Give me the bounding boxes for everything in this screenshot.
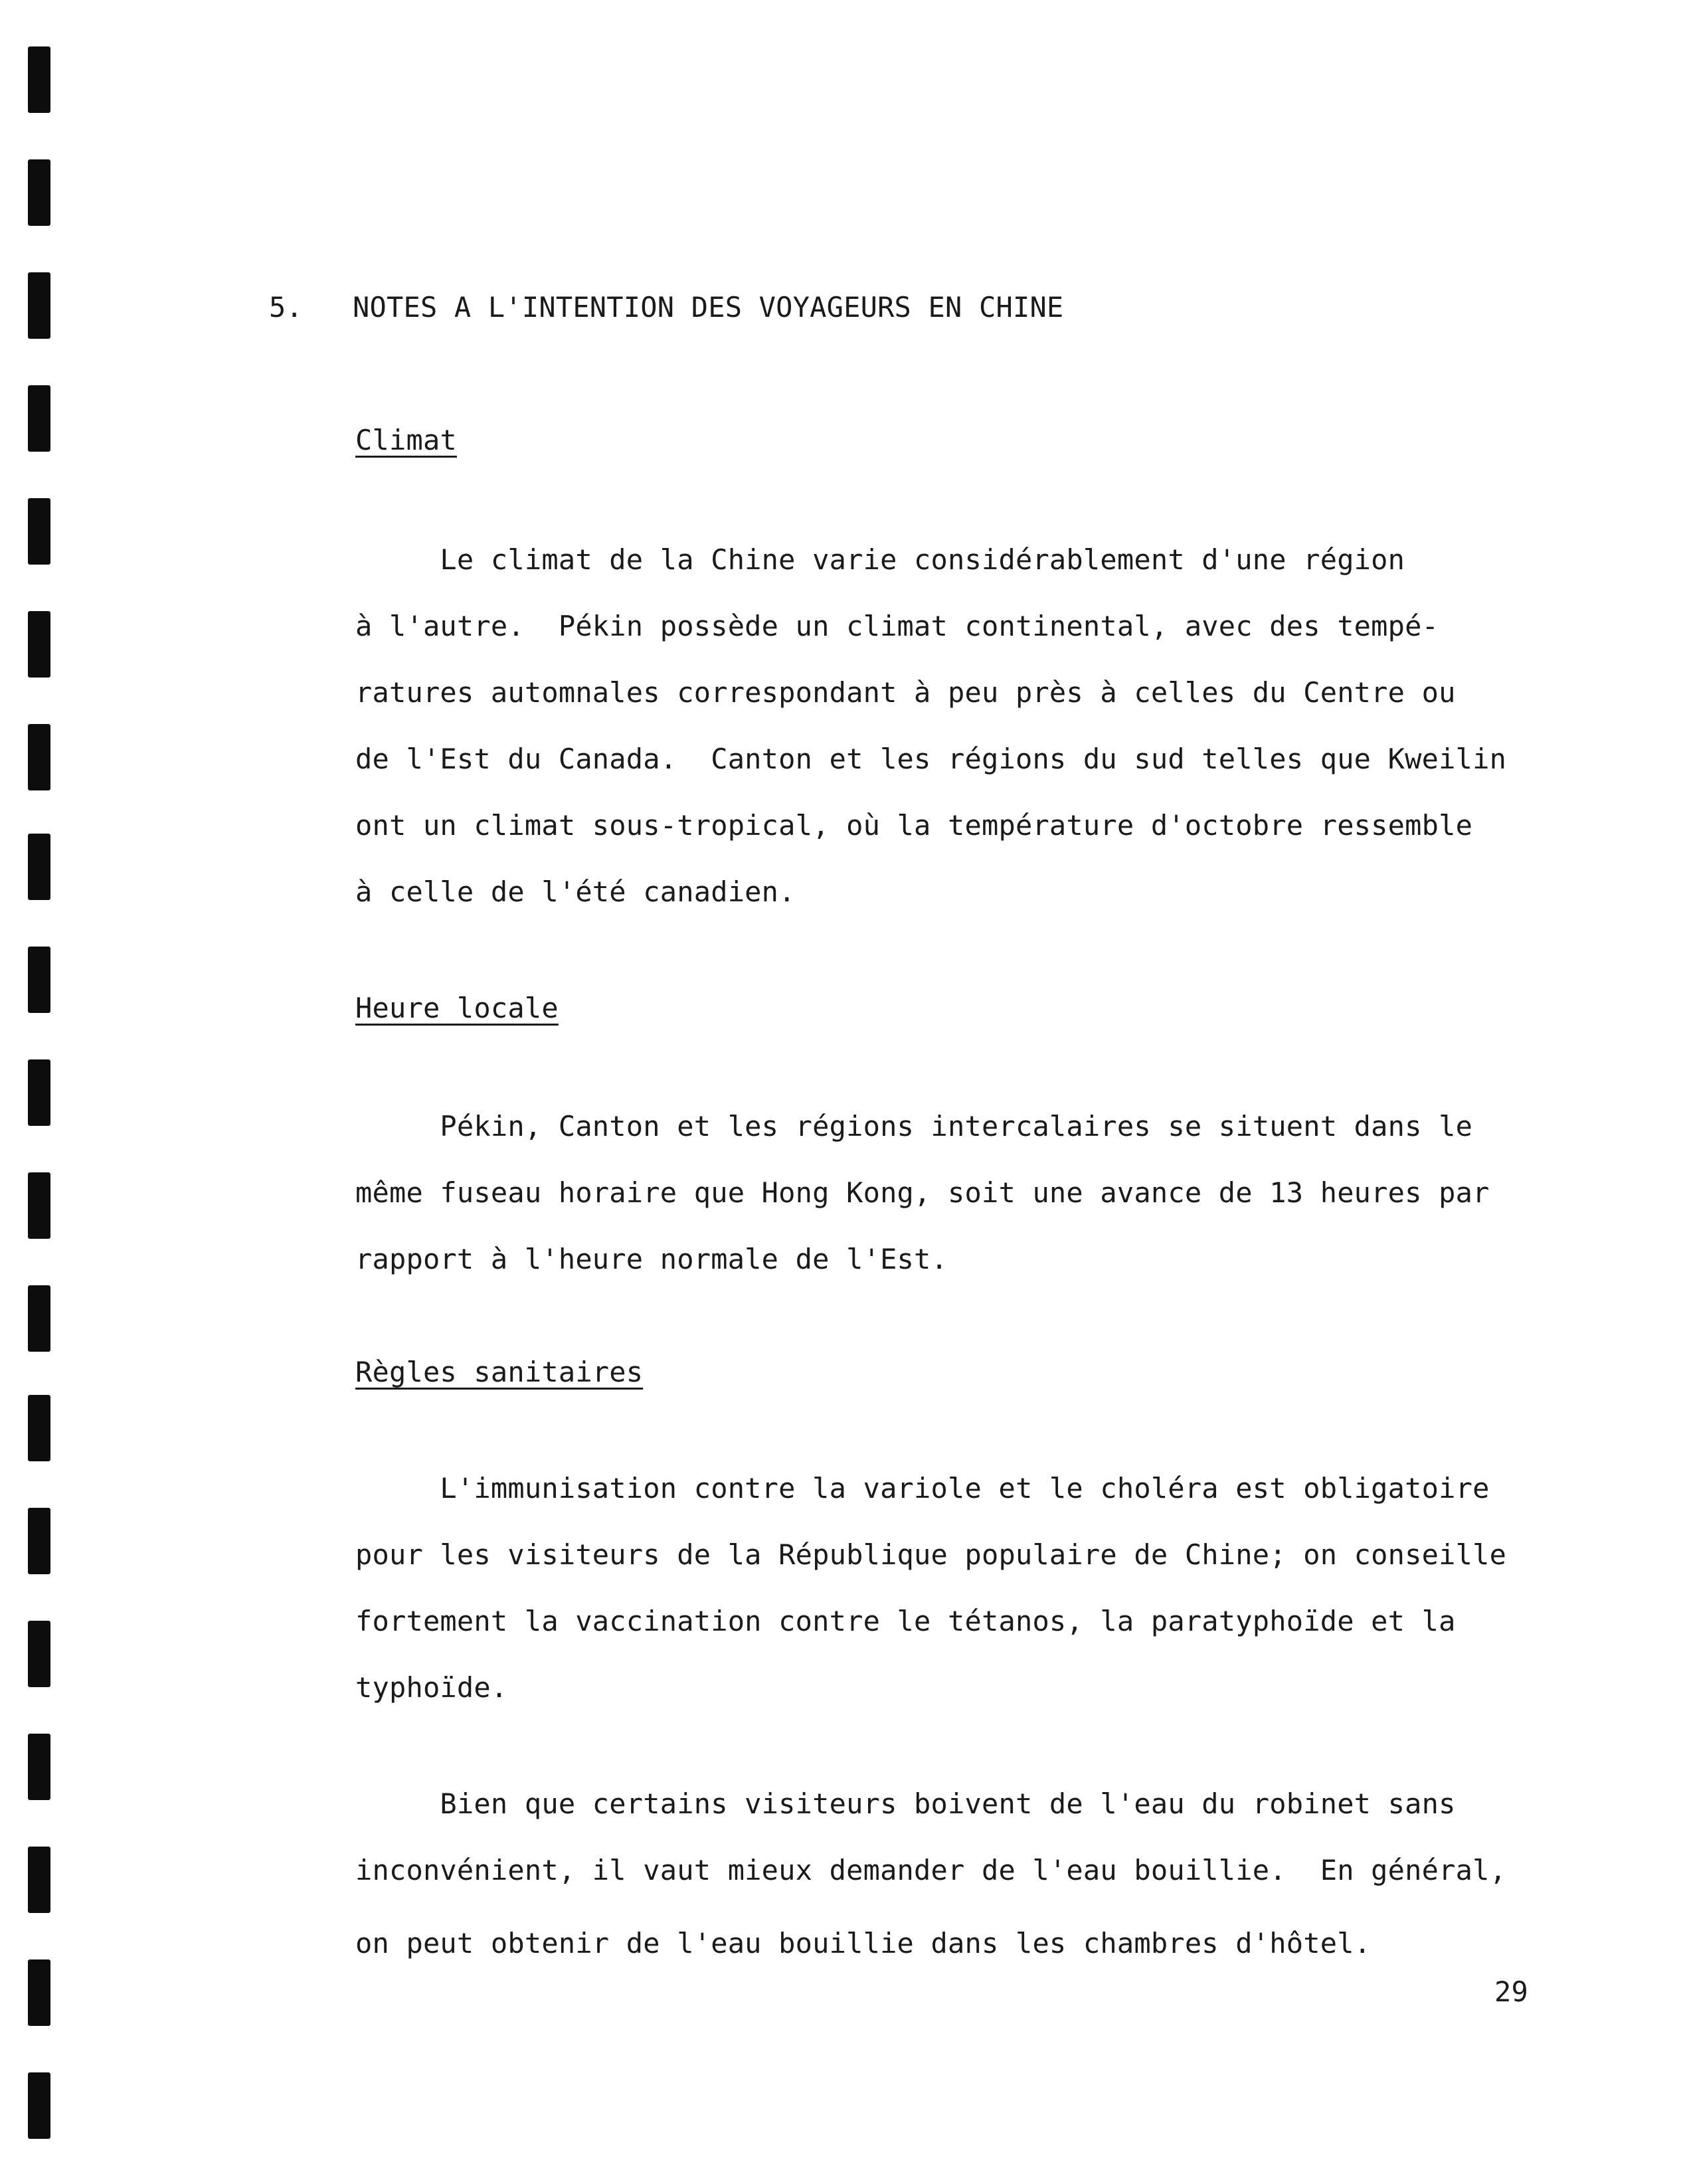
section-title: NOTES A L'INTENTION DES VOYAGEURS EN CHINE xyxy=(353,291,1064,323)
paragraph-line: à celle de l'été canadien. xyxy=(355,875,796,908)
punch-hole xyxy=(28,159,50,226)
paragraph-line: rapport à l'heure normale de l'Est. xyxy=(355,1243,948,1275)
punch-hole xyxy=(28,834,50,900)
paragraph-line: même fuseau horaire que Hong Kong, soit une avance de 13 heures par xyxy=(355,1176,1490,1209)
page-number: 29 xyxy=(1494,1975,1528,2008)
paragraph-line: inconvénient, il vaut mieux demander de l'eau bouillie. En général, xyxy=(355,1854,1507,1886)
paragraph-line: Le climat de la Chine varie considérablement d'une région xyxy=(355,543,1405,576)
punch-hole xyxy=(28,1395,50,1461)
punch-hole xyxy=(28,947,50,1013)
paragraph-line: fortement la vaccination contre le tétanos, la paratyphoïde et la xyxy=(355,1605,1456,1637)
heading-heure-locale: Heure locale xyxy=(355,992,559,1024)
section-number: 5. xyxy=(269,291,303,323)
binder-punch-holes xyxy=(0,0,80,2184)
punch-hole xyxy=(28,724,50,790)
punch-hole xyxy=(28,1285,50,1352)
paragraph-line: ont un climat sous-tropical, où la température d'octobre ressemble xyxy=(355,809,1473,842)
paragraph-line: on peut obtenir de l'eau bouillie dans les chambres d'hôtel. xyxy=(355,1927,1372,1959)
paragraph-line: à l'autre. Pékin possède un climat continental, avec des tempé- xyxy=(355,610,1439,642)
punch-hole xyxy=(28,1959,50,2026)
punch-hole xyxy=(28,46,50,113)
paragraph-line: ratures automnales correspondant à peu près à celles du Centre ou xyxy=(355,676,1456,709)
heading-climat: Climat xyxy=(355,424,457,456)
punch-hole xyxy=(28,1734,50,1800)
punch-hole xyxy=(28,1847,50,1913)
punch-hole xyxy=(28,498,50,565)
heading-regles-sanitaires: Règles sanitaires xyxy=(355,1356,644,1388)
paragraph-line: de l'Est du Canada. Canton et les régions du sud telles que Kweilin xyxy=(355,743,1507,775)
paragraph-line: Bien que certains visiteurs boivent de l'eau du robinet sans xyxy=(355,1787,1456,1820)
punch-hole xyxy=(28,272,50,339)
punch-hole xyxy=(28,1621,50,1687)
punch-hole xyxy=(28,385,50,452)
punch-hole xyxy=(28,1172,50,1239)
paragraph-line: L'immunisation contre la variole et le choléra est obligatoire xyxy=(355,1472,1490,1504)
punch-hole xyxy=(28,2072,50,2139)
paragraph-line: typhoïde. xyxy=(355,1671,508,1704)
punch-hole xyxy=(28,1059,50,1126)
paragraph-line: pour les visiteurs de la République populaire de Chine; on conseille xyxy=(355,1538,1507,1571)
punch-hole xyxy=(28,611,50,678)
punch-hole xyxy=(28,1508,50,1574)
paragraph-line: Pékin, Canton et les régions intercalaires se situent dans le xyxy=(355,1110,1473,1142)
